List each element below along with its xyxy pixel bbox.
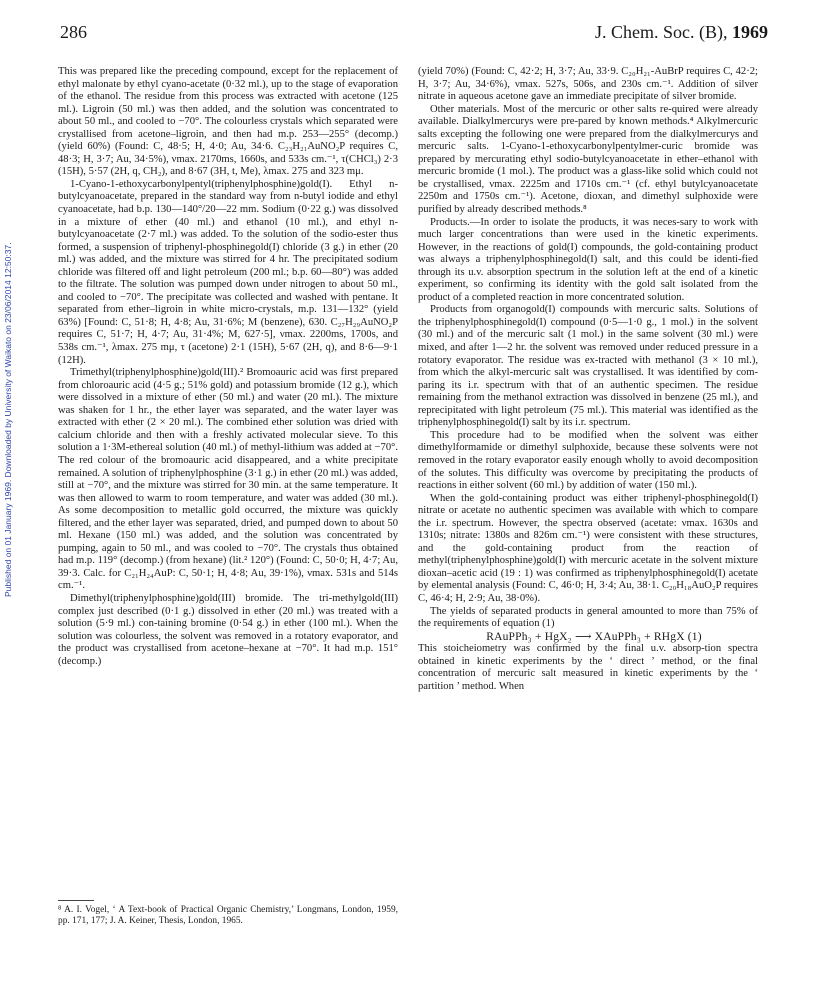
right-column [418, 66, 758, 693]
page-header [60, 22, 768, 46]
paragraph: Other materials. Most of the mercuric or other salts re-quired were already available. Dialkylmercurys were pre-pared by known methods.⁴ Alkylmercuric salts excepting the following one were prepared from the dialkylmercurys and mercuric salts. 1-Cyano-1-ethoxycarbonylpentylmer-curic bromide was prepared by mercurating ethyl sodio-butylcyanoacetate in ether–ethanol with mercuric bromide (1 mol.). The product was a glass-like solid which could not be crystallised, νmax. 2225m and 1710s cm.⁻¹ (cf. ethyl butylcyanoacetate 2250m and 1750s cm.⁻¹). Acetone, dioxan, and dimethyl sulphoxide were purified by already described methods.⁸ [418, 103, 758, 216]
journal-name: J. Chem. Soc. (B), [595, 22, 728, 42]
paragraph: This stoicheiometry was confirmed by the final u.v. absorp-tion spectra obtained in kinetic experiments by the ‘ direct ’ method, or the final concentration of mercuric salt measured in kinetic experiments by the ‘ partition ’ method. When [418, 643, 758, 692]
paragraph: The yields of separated products in general amounted to more than 75% of the requirements of equation (1) [418, 605, 758, 630]
paragraph: (yield 70%) (Found: C, 42·2; H, 3·7; Au, 33·9. C₂₀H₂₁-AuBrP requires C, 42·2; H, 3·7; Au, 34·6%), νmax. 527s, 506s, and 230s cm.⁻¹. Addition of silver nitrate in aqueous acetone gave an immediate precipitate of silver bromide. [418, 66, 758, 103]
paragraph: This procedure had to be modified when the solvent was either dimethylformamide or dimethyl sulphoxide, because these solvents were not removed in the rotary evaporator easily enough wholly to avoid decomposition of the solutes. This difficulty was overcome by precipitating the products of reactions in either solvent (60 ml.) by addition of water (150 ml.). [418, 429, 758, 492]
footnote: ⁸ A. I. Vogel, ‘ A Text-book of Practical Organic Chemistry,’ Longmans, London, 1959, pp. 171, 177; J. A. Keiner, Thesis, London, 1965. [58, 905, 398, 926]
page-number: 286 [60, 22, 87, 42]
journal-year: 1969 [732, 22, 768, 42]
paragraph: This was prepared like the preceding compound, except for the replacement of ethyl malonate by ethyl cyano-acetate (0·32 ml.), up to the stage of evaporation of the ethanol. The residue from this process was extracted with acetone (125 ml.). Ligroin (50 ml.) was then added, and the solution was concentrated to about 50 ml., and cooled to −70°. The colourless crystals which separated were crystallised from acetone–ligroin, and then had m.p. 253—255° (decomp.) (yield 60%) (Found: C, 48·5; H, 4·0; Au, 34·6. C₂₃H₂₁AuNO₂P requires C, 48·3; H, 3·7; Au, 34·5%), νmax. 2170ms, 1660s, and 533s cm.⁻¹, τ(CHCl₃) 2·3 (15H), 5·57 (2H, q, CH₂), and 8·67 (3H, t, Me), λmax. 275 and 323 mμ. [58, 66, 398, 178]
equation-1: RAuPPh₃ + HgX₂ ⟶ XAuPPh₃ + RHgX (1) [486, 630, 702, 643]
paragraph: Products.—In order to isolate the products, it was neces-sary to work with much larger concentrations than were used in the kinetic experiments. However, in the reactions of gold(I) compounds, the gold-containing product was always a triphenylphosphinegold(I) salt, and this could be identi-fied through its u.v. absorption spectrum in the solution left at the end of a kinetic experiment, so confirming its identity with the gold salt isolated from the product of a completed reaction in more concentrated solution. [418, 216, 758, 303]
paragraph: Products from organogold(I) compounds with mercuric salts. Solutions of the triphenylphosphinegold(I) compound (0·5—1·0 g., 1 mol.) in the solvent (30 ml.) and of the mercuric salt (1 mol.) in the same solvent (30 ml.) were mixed, and after 1—2 hr. the solvent was removed under reduced pressure in a rotatory evaporator. The residue was ex-tracted with methanol (3 × 10 ml.), from which the alkyl-mercuric salt was crystallised. It was identified by com-paring its i.r. spectrum with that of an authentic specimen. The residue remaining from the methanol extraction was dissolved in benzene (25 ml.), and reprecipitated with light petroleum (75 ml.). This material was identified as the triphenylphosphinegold(I) salt by its i.r. spectrum. [418, 304, 758, 429]
paragraph: 1-Cyano-1-ethoxycarbonylpentyl(triphenylphosphine)gold(I). Ethyl n-butylcyanoacetate, prepared in the standard way from n-butyl iodide and ethyl cyanoacetate, had b.p. 130—140°/20—22 mm. Sodium (0·22 g.) was dissolved in a mixture of ether (40 ml.) and ethanol (10 ml.), and ethyl n-butylcyanoacetate (2·7 ml.) was added. To the solution of the sodio-ester thus formed, a suspension of triphenyl-phosphinegold(I) chloride (3 g.) in ether (20 ml.) was added, and the mixture was stirred for 4 hr. The precipitated sodium chloride was filtered off and light petroleum (200 ml.; b.p. 60—80°) was added to the filtrate. The solution was pumped down under nitrogen to about 50 ml., and cooled to −70°. The precipitate was collected and washed with pentane. It separated from ether–ligroin in white micro-crystals, m.p. 131—132° (yield 63%) [Found: C, 51·8; H, 4·8; Au, 31·6%; M (benzene), 630. C₂₇H₂₉AuNO₂P requires C, 51·7; H, 4·7; Au, 31·4%; M, 627·5], νmax. 2200ms, 1700s, and 538s cm.⁻¹, λmax. 275 mμ, τ (acetone) 2·1 (15H), 5·67 (2H, q), and 8·6—9·1 (12H). [58, 178, 398, 366]
journal-citation [595, 22, 768, 43]
paragraph: Dimethyl(triphenylphosphine)gold(III) bromide. The tri-methylgold(III) complex just described (0·1 g.) dissolved in ether (20 ml.) was treated with a solution (5·9 ml.) con-taining bromine (0·54 g.) in ether (100 ml.). When the solution was colourless, the solvent was removed in a rotatory evaporator, and the product was crystallised from acetone–hexane at −70°. It had m.p. 151° (decomp.) [58, 592, 398, 667]
left-column [58, 66, 398, 668]
footnote-rule [58, 900, 94, 901]
download-watermark: Published on 01 January 1969. Downloaded by University of Waikato on 23/06/2014 12:50:37. [3, 242, 13, 598]
paragraph: When the gold-containing product was either triphenyl-phosphinegold(I) nitrate or acetate no authentic specimen was available with which to compare the i.r. spectrum. However, the spectra observed (acetate: νmax. 1630s and 1310s; nitrate: 1380s and 826m cm.⁻¹) were consistent with these structures, and the gold-containing product from the reaction of methyl(triphenylphosphine)gold(I) with mercuric acetate in the solvent mixture dioxan–acetic acid (19 : 1) was confirmed as triphenylphosphinegold(I) acetate by elemental analysis (Found: C, 46·0; H, 3·4; Au, 38·1. C₂₀H₁₈AuO₂P requires C, 46·4; H, 2·9; Au, 38·0%). [418, 492, 758, 604]
paragraph: Trimethyl(triphenylphosphine)gold(III).² Bromoauric acid was first prepared from chloroauric acid (4·5 g.; 51% gold) and potassium bromide (12 g.), which were dissolved in a mixture of ether (50 ml.) and water (20 ml.). The mixture was shaken for 1 hr., the ether layer was separated, and the water layer was extracted with ether (2 × 20 ml.). The combined ether solution was dried with calcium chloride and then with a freshly activated molecular sieve. To this solution a 1·3M-ethereal solution (40 ml.) of methyl-lithium was added at −70°. The red colour of the bromoauric acid disappeared, and a white precipitate remained. A solution of triphenylphosphine (3·1 g.) in ether (20 ml.) was added, still at −70°, and the mixture was stirred for 30 min. at the same temperature. It was then allowed to warm to room temperature, and water was added (30 ml.). As some decomposition to metallic gold occurred, the mixture was quickly filtered, and the ether layer was separated, dried, and pumped down to about 50 ml. Hexane (150 ml.) was added, and the solution was concentrated by pumping, again to 50 ml., and was cooled to −70°. The crystals thus obtained had m.p. 119° (decomp.) (from hexane) (lit.² 120°) (Found: C, 50·0; H, 4·7; Au, 39·3. Calc. for C₂₁H₂₄AuP: C, 50·1; H, 4·8; Au, 39·1%), νmax. 531s and 514s cm.⁻¹. [58, 367, 398, 592]
